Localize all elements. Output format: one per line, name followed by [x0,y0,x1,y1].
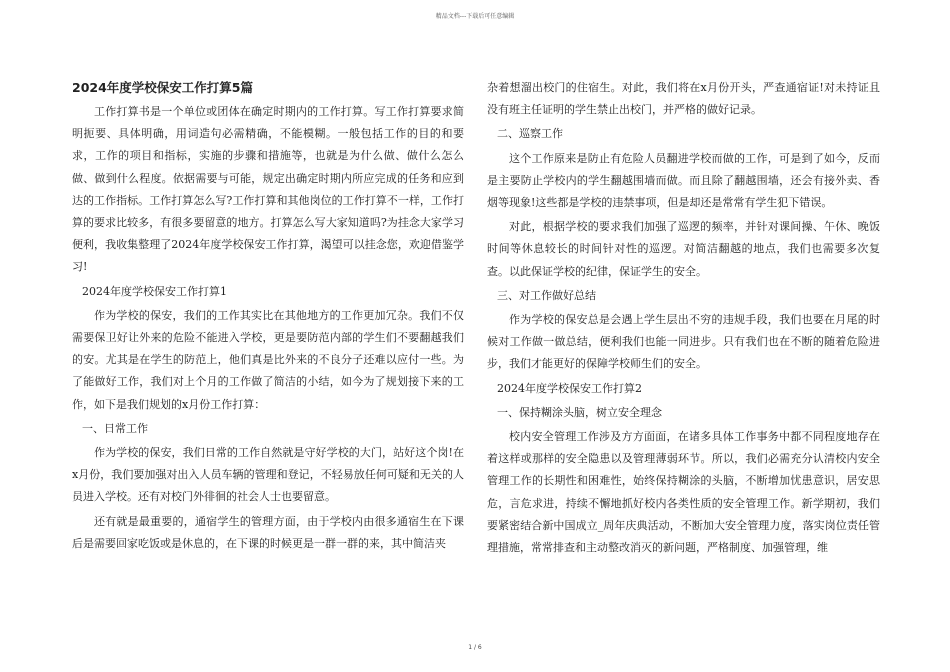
left-body [72,101,464,555]
body-paragraph: 作为学校的保安总是会遇上学生层出不穷的违规手段，我们也要在月尾的时候对工作做一做总结，便利我们也能一同进步。只有我们也在不断的随着危险进步，我们才能更好的保障学校师生们的安全。 [487,313,880,371]
body-paragraph: 作为学校的保安，我们日常的工作自然就是守好学校的大门，站好这个岗!在x月份，我们要加强对出入人员车辆的管理和登记，不轻易放任何可疑和无关的人员进入学校。还有对校门外徘徊的社会人士也要留意。 [72,446,464,504]
body-paragraph: 工作打算书是一个单位或团体在确定时期内的工作打算。写工作打算要求简明扼要、具体明确，用词造句必需精确，不能模糊。一般包括工作的目的和要求，工作的项目和指标，实施的步骤和措施等，也就是为什么做、做什么怎么做、做到什么程度。依据需要与可能，规定出确定时期内所应完成的任务和应到达的工作指标。工作打算怎么写?工作打算和其他岗位的工作打算不一样，工作打算的要求比较多，有很多要留意的地方。打算怎么写大家知道吗?为挂念大家学习便利，我收集整理了2024年度学校保安工作打算，渴望可以挂念您，欢迎借鉴学习! [72,105,464,274]
body-paragraph: 这个工作原来是防止有危险人员翻进学校而做的工作，可是到了如今，反而是主要防止学校内的学生翻越围墙而做。而且除了翻越围墙，还会有接外卖、香烟等现象!这些都是学校的违禁事项，但是却还是常常有学生犯下错误。 [487,151,880,210]
section-heading: 2024年度学校保安工作打算1 [82,284,227,298]
section-heading: 三、对工作做好总结 [497,288,596,302]
body-paragraph: 杂着想溜出校门的住宿生。对此，我们将在x月份开头，严查通宿证!对未持证且没有班主任证明的学生禁止出校门，并严格的做好记录。 [487,81,880,117]
section-heading: 2024年度学校保安工作打算2 [497,381,642,395]
section-heading: 一、日常工作 [82,421,148,435]
section-heading: 二、巡察工作 [497,127,563,141]
right-body [487,77,880,559]
body-paragraph: 校内安全管理工作涉及方方面面，在诸多具体工作事务中都不同程度地存在着这样或那样的安全隐患以及管理薄弱环节。所以，我们必需充分认清校内安全管理工作的长期性和困难性，始终保持糊涂的头脑，不断增加忧患意识，居安思危，言危求进，持续不懈地抓好校内各类性质的安全管理工作。新学期初，我们要紧密结合新中国成立_周年庆典活动，不断加大安全管理力度，落实岗位责任管理措施，常常排查和主动整改消灭的新问题，严格制度、加强管理，维 [487,430,880,555]
body-paragraph: 作为学校的保安，我们的工作其实比在其他地方的工作更加冗杂。我们不仅需要保卫好让外来的危险不能进入学校，更是要防范内部的学生们不要翻越我们的安。尤其是在学生的防范上，他们真是比外来的不良分子还难以应付一些。为了能做好工作，我们对上个月的工作做了简洁的小结，如今为了规划接下来的工作，如下是我们规划的x月份工作打算： [72,308,464,411]
body-paragraph: 对此，根据学校的要求我们加强了巡逻的频率，并针对课间操、午休、晚饭时间等休息较长的时间针对性的巡逻。对简洁翻越的地点，我们也需要多次复查。以此保证学校的纪律，保证学生的安全。 [487,220,880,278]
section-heading: 一、保持糊涂头脑，树立安全理念 [497,405,662,419]
left-column [72,77,464,557]
body-paragraph: 还有就是最重要的，通宿学生的管理方面，由于学校内由很多通宿生在下课后是需要回家吃饭或是休息的，在下课的时候更是一群一群的来，其中简洁夹 [72,514,464,550]
page-header: 精品文档---下载后可任意编辑 [435,13,515,20]
page-number: 1 / 6 [468,644,482,651]
right-column [487,77,880,561]
document-title: 2024年度学校保安工作打算5篇 [72,80,253,95]
